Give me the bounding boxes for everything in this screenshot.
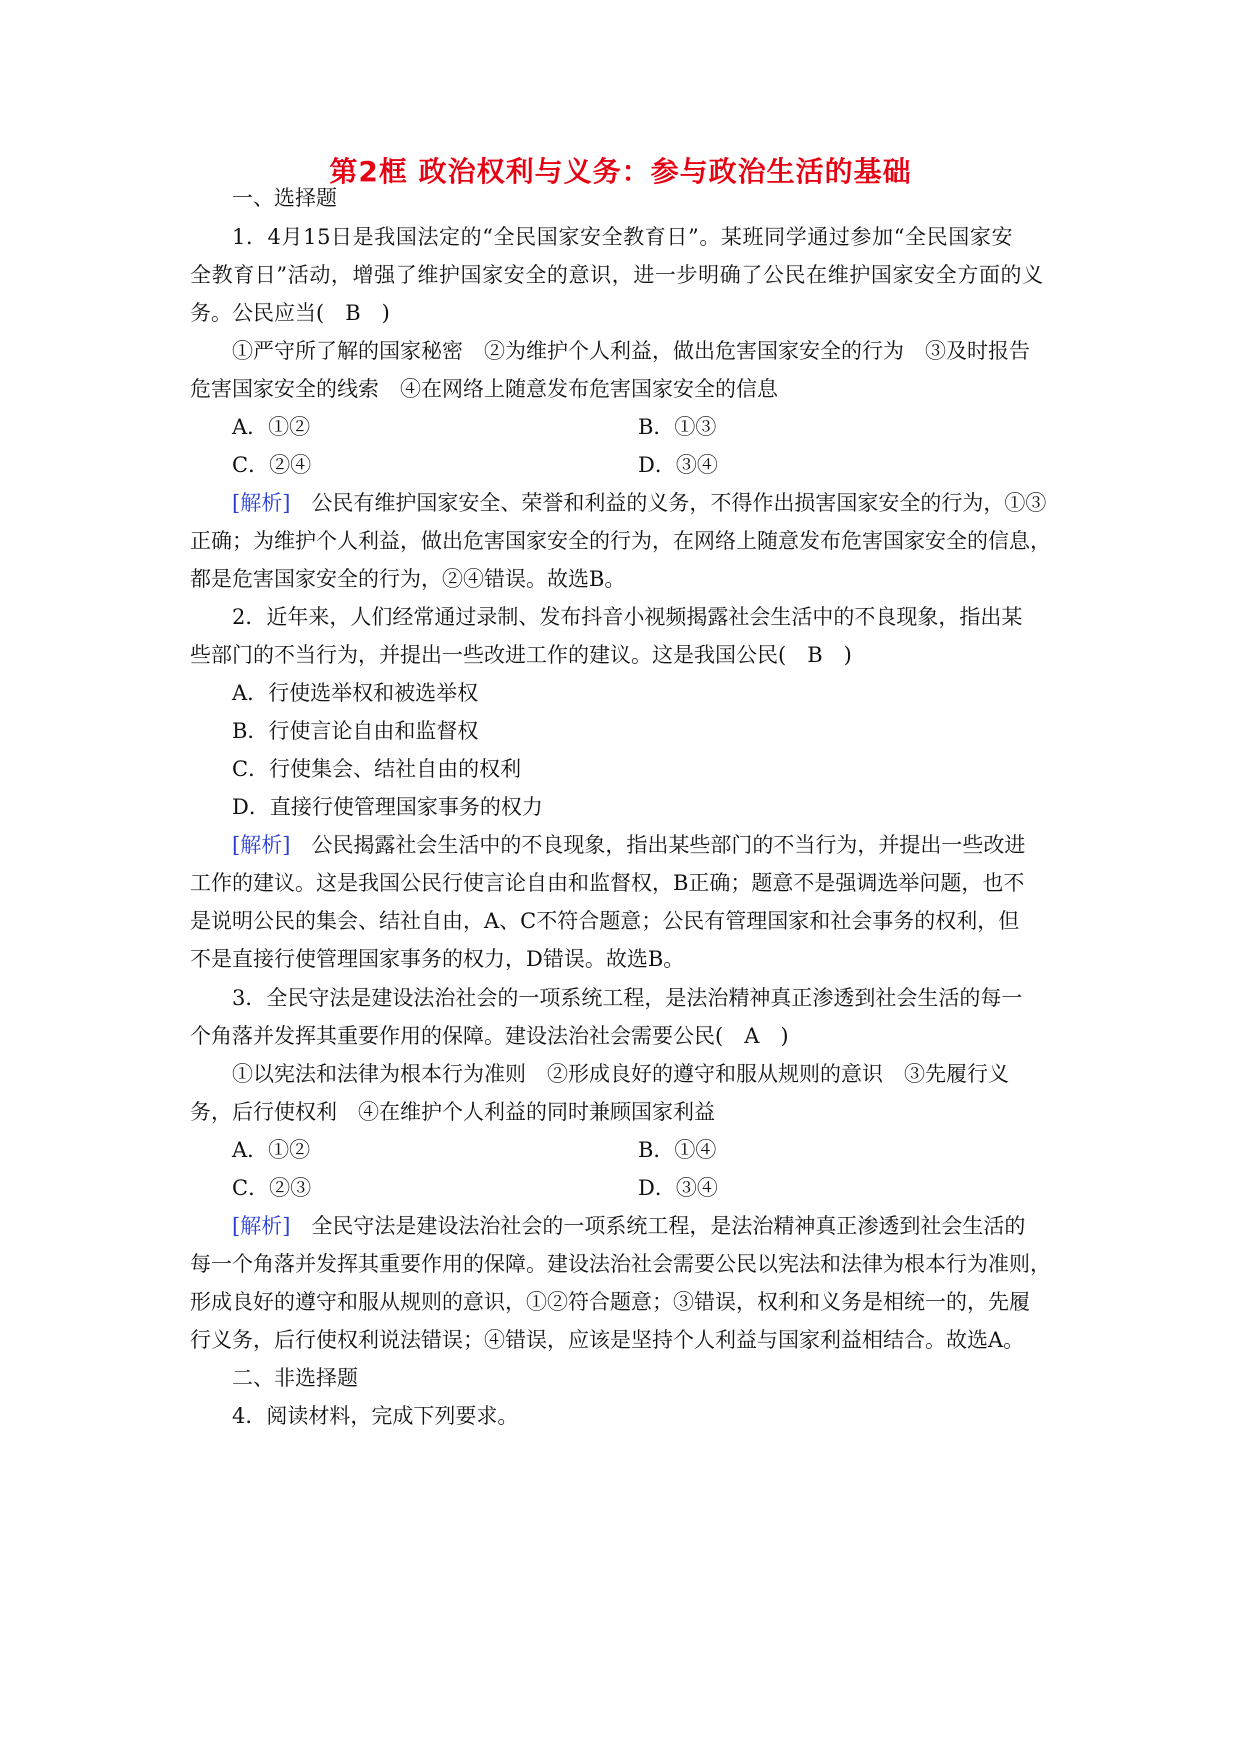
- q2-stem-line1: 2．近年来，人们经常通过录制、发布抖音小视频揭露社会生活中的不良现象，指出某: [232, 605, 1023, 629]
- q1-option-a: A．①②: [232, 415, 311, 439]
- q3-statements-line2: 务，后行使权利 ④在维护个人利益的同时兼顾国家利益: [190, 1100, 715, 1124]
- q1-option-c: C．②④: [232, 453, 312, 477]
- section-heading-choice: 一、选择题: [232, 186, 337, 210]
- q1-stem-line1: 1．4月15日是我国法定的“全民国家安全教育日”。某班同学通过参加“全民国家安: [232, 225, 1014, 249]
- q3-statements-line1: ①以宪法和法律为根本行为准则 ②形成良好的遵守和服从规则的意识 ③先履行义: [232, 1062, 1009, 1086]
- analysis-tag: [解析]: [232, 1214, 291, 1238]
- q3-stem-line1: 3．全民守法是建设法治社会的一项系统工程，是法治精神真正渗透到社会生活的每一: [232, 986, 1023, 1010]
- q2-analysis-line3: 是说明公民的集会、结社自由，A、C不符合题意；公民有管理国家和社会事务的权利，但: [190, 909, 1020, 933]
- q2-analysis-text1: 公民揭露社会生活中的不良现象，指出某些部门的不当行为，并提出一些改进: [290, 833, 1026, 857]
- section-heading-nonchoice: 二、非选择题: [232, 1366, 358, 1390]
- q2-option-d: D．直接行使管理国家事务的权力: [232, 795, 543, 819]
- q3-stem-line2: 个角落并发挥其重要作用的保障。建设法治社会需要公民( A ): [190, 1024, 789, 1048]
- q2-analysis-line2: 工作的建议。这是我国公民行使言论自由和监督权，B正确；题意不是强调选举问题，也不: [190, 871, 1025, 895]
- q3-analysis-line4: 行义务，后行使权利说法错误；④错误，应该是坚持个人利益与国家利益相结合。故选A。: [190, 1328, 1025, 1352]
- q3-option-b: B．①④: [638, 1138, 717, 1162]
- q1-stem-line2: 全教育日”活动，增强了维护国家安全的意识，进一步明确了公民在维护国家安全方面的义: [190, 263, 1044, 287]
- q1-analysis-line2: 正确；为维护个人利益，做出危害国家安全的行为，在网络上随意发布危害国家安全的信息，: [190, 529, 1051, 553]
- q2-option-a: A．行使选举权和被选举权: [232, 681, 479, 705]
- q3-analysis-line3: 形成良好的遵守和服从规则的意识，①②符合题意；③错误，权利和义务是相统一的，先履: [190, 1290, 1030, 1314]
- q1-statements-line2: 危害国家安全的线索 ④在网络上随意发布危害国家安全的信息: [190, 377, 778, 401]
- q1-stem-line3: 务。公民应当( B ): [190, 301, 390, 325]
- q3-analysis-text1: 全民守法是建设法治社会的一项系统工程，是法治精神真正渗透到社会生活的: [290, 1214, 1026, 1238]
- q1-option-d: D．③④: [638, 453, 718, 477]
- analysis-tag: [解析]: [232, 491, 291, 515]
- q3-option-d: D．③④: [638, 1176, 718, 1200]
- q2-analysis-line4: 不是直接行使管理国家事务的权力，D错误。故选B。: [190, 947, 685, 971]
- q1-option-b: B．①③: [638, 415, 717, 439]
- q2-option-b: B．行使言论自由和监督权: [232, 719, 479, 743]
- q1-analysis-line1: [232, 488, 1046, 518]
- q2-analysis-line1: [232, 830, 1025, 860]
- q2-option-c: C．行使集会、结社自由的权利: [232, 757, 522, 781]
- q1-analysis-text1: 公民有维护国家安全、荣誉和利益的义务，不得作出损害国家安全的行为，①③: [290, 491, 1047, 515]
- q4-stem-line1: 4．阅读材料，完成下列要求。: [232, 1404, 519, 1428]
- q1-analysis-line3: 都是危害国家安全的行为，②④错误。故选B。: [190, 567, 626, 591]
- q3-analysis-line1: [232, 1211, 1025, 1241]
- q3-option-c: C．②③: [232, 1176, 312, 1200]
- q3-analysis-line2: 每一个角落并发挥其重要作用的保障。建设法治社会需要公民以宪法和法律为根本行为准则，: [190, 1252, 1051, 1276]
- q1-statements-line1: ①严守所了解的国家秘密 ②为维护个人利益，做出危害国家安全的行为 ③及时报告: [232, 339, 1030, 363]
- q2-stem-line2: 些部门的不当行为，并提出一些改进工作的建议。这是我国公民( B ): [190, 643, 852, 667]
- q3-option-a: A．①②: [232, 1138, 311, 1162]
- page-title: 第2框 政治权利与义务：参与政治生活的基础: [329, 155, 912, 188]
- analysis-tag: [解析]: [232, 833, 291, 857]
